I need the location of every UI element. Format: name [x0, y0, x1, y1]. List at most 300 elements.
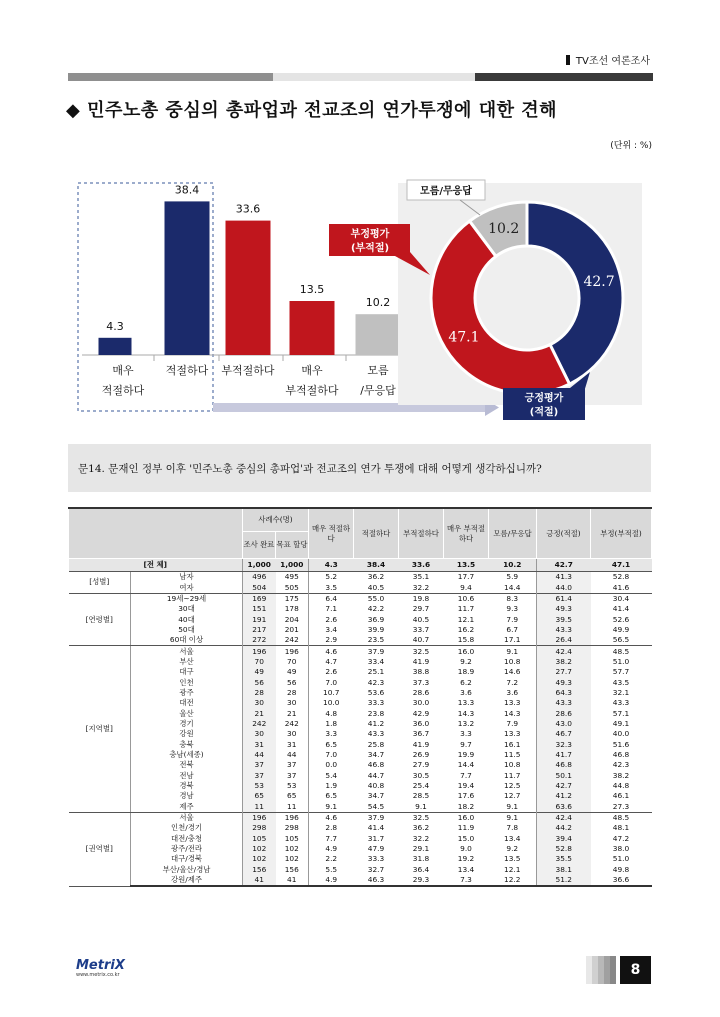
very-inappropriate-cell: 11.9 — [457, 823, 475, 833]
table-row — [69, 854, 652, 864]
completed-cell: 65 — [243, 791, 276, 801]
target-cell: 178 — [276, 604, 309, 614]
very-appropriate-cell: 2.9 — [325, 635, 338, 645]
very-appropriate-header: 매우 적절하다 — [309, 508, 354, 559]
subgroup-label-cell: 전북 — [131, 760, 243, 770]
subgroup-label-cell: 경남 — [131, 791, 243, 801]
bar-category-label: 적절하다 — [101, 384, 145, 397]
very-inappropriate-cell: 13.5 — [444, 559, 489, 572]
diamond-bullet-icon: ◆ — [66, 100, 88, 121]
inappropriate-cell: 29.1 — [412, 844, 430, 854]
positive-cell: 42.4 — [537, 646, 591, 657]
completed-cell: 196 — [243, 646, 276, 657]
very-appropriate-cell: 3.4 — [325, 624, 338, 634]
unknown-cell: 7.9 — [489, 719, 537, 729]
subgroup-label-cell: 충남(세종) — [131, 750, 243, 760]
very-appropriate-cell: 2.6 — [325, 614, 338, 624]
target-cell: 242 — [276, 719, 309, 729]
bar — [165, 201, 210, 355]
inappropriate-cell: 26.9 — [412, 750, 430, 760]
cases-header: 사례수(명) — [243, 508, 309, 532]
negative-cell: 49.8 — [612, 864, 630, 874]
target-cell: 21 — [276, 708, 309, 718]
negative-cell: 47.1 — [591, 559, 652, 572]
inappropriate-cell: 42.9 — [412, 708, 430, 718]
inappropriate-cell: 29.7 — [412, 604, 430, 614]
appropriate-cell: 40.5 — [367, 582, 385, 592]
completed-cell: 21 — [243, 708, 276, 718]
table-row — [69, 823, 652, 833]
negative-cell: 27.3 — [612, 801, 630, 811]
positive-cell: 42.7 — [537, 559, 591, 572]
negative-callout-title: 부정평가 — [350, 229, 390, 240]
very-inappropriate-header: 매우 부적절하다 — [444, 508, 489, 559]
completed-cell: 30 — [243, 698, 276, 708]
subgroup-label-cell: 강원/제주 — [131, 875, 243, 886]
very-appropriate-cell: 7.1 — [325, 604, 338, 614]
subgroup-label-cell: 남자 — [131, 572, 243, 583]
positive-cell: 49.3 — [537, 677, 591, 687]
completed-cell: 70 — [243, 657, 276, 667]
very-appropriate-cell: 7.0 — [325, 677, 338, 687]
positive-cell: 39.4 — [537, 834, 591, 844]
positive-callout-title: 긍정평가 — [524, 393, 564, 404]
footer-gradient-bars — [586, 956, 616, 984]
table-row — [69, 729, 652, 739]
unknown-cell: 14.3 — [489, 708, 537, 718]
very-appropriate-cell: 7.0 — [325, 750, 338, 760]
subgroup-label-cell: 울산 — [131, 708, 243, 718]
very-inappropriate-cell: 15.0 — [457, 833, 475, 843]
very-appropriate-cell: 10.0 — [323, 698, 340, 708]
completed-cell: 41 — [243, 875, 276, 886]
unknown-cell: 17.1 — [489, 635, 537, 646]
inappropriate-cell: 28.6 — [412, 687, 430, 697]
target-cell: 175 — [276, 593, 309, 604]
very-inappropriate-cell: 16.0 — [444, 646, 489, 657]
very-inappropriate-cell: 3.6 — [460, 687, 472, 697]
group-label-cell: [성별] — [69, 572, 131, 594]
page-title-text: 민주노총 중심의 총파업과 전교조의 연가투쟁에 대한 견해 — [87, 100, 558, 121]
target-cell: 242 — [276, 635, 309, 646]
very-appropriate-cell: 2.6 — [325, 667, 338, 677]
positive-cell: 28.6 — [537, 708, 591, 718]
target-cell: 11 — [276, 802, 309, 813]
very-inappropriate-cell: 7.3 — [444, 875, 489, 886]
inappropriate-cell: 37.3 — [412, 677, 430, 687]
unknown-cell: 13.3 — [489, 729, 537, 739]
donut-value-label: 42.7 — [583, 274, 615, 291]
table-row — [69, 582, 652, 593]
target-cell: 44 — [276, 750, 309, 760]
bar-category-label: 적절하다 — [165, 364, 209, 377]
inappropriate-cell: 33.7 — [412, 624, 430, 634]
unknown-cell: 12.5 — [489, 781, 537, 791]
unknown-cell: 14.6 — [489, 667, 537, 677]
positive-cell: 51.2 — [537, 875, 591, 886]
negative-cell: 48.5 — [591, 646, 652, 657]
target-cell: 204 — [276, 614, 309, 624]
bar-value-label: 33.6 — [235, 202, 261, 216]
inappropriate-cell: 32.2 — [412, 582, 430, 592]
completed-cell: 11 — [243, 802, 276, 813]
positive-header: 긍정(적절) — [537, 508, 591, 559]
inappropriate-cell: 41.9 — [412, 739, 430, 749]
positive-cell: 42.4 — [537, 812, 591, 823]
unknown-cell: 12.7 — [489, 791, 537, 801]
bar-value-label: 38.4 — [174, 183, 200, 197]
unknown-callout-text: 모름/무응답 — [420, 186, 472, 197]
very-inappropriate-cell: 9.4 — [460, 582, 472, 592]
subgroup-label-cell: 전남 — [131, 771, 243, 781]
appropriate-cell: 33.3 — [367, 854, 385, 864]
target-cell: 37 — [276, 771, 309, 781]
very-inappropriate-cell: 3.3 — [460, 729, 472, 739]
very-inappropriate-cell: 13.3 — [457, 698, 475, 708]
bar-category-label: 모름 — [367, 364, 389, 377]
header-label-text: TV조선 여론조사 — [575, 56, 650, 67]
appropriate-cell: 31.7 — [367, 833, 385, 843]
very-inappropriate-cell: 14.4 — [457, 760, 475, 770]
very-appropriate-cell: 1.8 — [325, 718, 338, 728]
appropriate-cell: 38.4 — [354, 559, 399, 572]
very-inappropriate-cell: 15.8 — [457, 635, 475, 645]
positive-cell: 26.4 — [537, 635, 591, 646]
completed-cell: 1,000 — [243, 559, 276, 572]
negative-cell: 51.6 — [612, 739, 630, 749]
negative-header: 부정(부적절) — [591, 508, 652, 559]
negative-cell: 52.6 — [612, 614, 630, 624]
very-inappropriate-cell: 18.2 — [457, 801, 475, 811]
bar-value-label: 13.5 — [299, 283, 325, 296]
table-row — [69, 834, 652, 844]
subgroup-label-cell: 인천/경기 — [131, 823, 243, 833]
unknown-cell: 9.1 — [489, 812, 537, 823]
completed-cell: 102 — [243, 854, 276, 864]
target-cell: 1,000 — [276, 559, 309, 572]
unknown-cell: 6.7 — [489, 625, 537, 635]
table-row — [69, 667, 652, 677]
appropriate-cell: 33.4 — [367, 656, 385, 666]
donut-value-label: 47.1 — [448, 329, 480, 346]
negative-cell: 41.4 — [612, 604, 630, 614]
very-appropriate-cell: 1.9 — [325, 781, 338, 791]
unknown-cell: 8.3 — [489, 593, 537, 604]
very-appropriate-cell: 4.6 — [309, 812, 354, 823]
subgroup-label-cell: 40대 — [131, 614, 243, 624]
negative-cell: 57.7 — [612, 667, 630, 677]
very-inappropriate-cell: 9.0 — [460, 844, 472, 854]
unknown-cell: 3.6 — [489, 688, 537, 698]
subgroup-label-cell: 대구/경북 — [131, 854, 243, 864]
positive-cell: 35.5 — [537, 854, 591, 864]
group-label-cell: [연령별] — [69, 593, 131, 646]
inappropriate-cell: 28.5 — [412, 791, 430, 801]
table-row — [69, 740, 652, 750]
unknown-cell: 5.9 — [489, 572, 537, 583]
target-cell: 156 — [276, 865, 309, 875]
positive-cell: 43.3 — [537, 698, 591, 708]
positive-cell: 41.7 — [537, 750, 591, 760]
very-appropriate-cell: 0.0 — [325, 760, 338, 770]
subgroup-label-cell: 광주 — [131, 688, 243, 698]
very-inappropriate-cell: 16.2 — [457, 624, 475, 634]
table-row — [69, 719, 652, 729]
completed-cell: 242 — [243, 719, 276, 729]
negative-cell: 48.5 — [591, 812, 652, 823]
negative-callout-sub: (부적절) — [350, 243, 390, 254]
inappropriate-cell: 36.2 — [412, 823, 430, 833]
completed-cell: 496 — [243, 572, 276, 583]
unknown-cell: 14.4 — [489, 582, 537, 593]
unknown-cell: 10.8 — [489, 657, 537, 667]
inappropriate-cell: 36.0 — [412, 718, 430, 728]
very-inappropriate-cell: 18.9 — [457, 667, 475, 677]
positive-cell: 43.0 — [537, 719, 591, 729]
very-appropriate-cell: 7.7 — [325, 833, 338, 843]
very-inappropriate-cell: 19.4 — [457, 781, 475, 791]
inappropriate-header: 부적절하다 — [399, 508, 444, 559]
table-row — [69, 657, 652, 667]
inappropriate-cell: 32.5 — [399, 812, 444, 823]
appropriate-cell: 41.4 — [367, 823, 385, 833]
unknown-cell: 10.8 — [489, 760, 537, 770]
negative-cell: 36.6 — [591, 875, 652, 886]
negative-cell: 38.2 — [612, 770, 630, 780]
group-label-cell: [권역별] — [69, 812, 131, 886]
table-row — [69, 865, 652, 875]
target-cell: 298 — [276, 823, 309, 833]
table-row — [69, 572, 652, 583]
negative-cell: 43.3 — [612, 698, 630, 708]
subgroup-label-cell: 30대 — [131, 604, 243, 614]
positive-callout-sub: (적절) — [529, 407, 559, 418]
appropriate-header: 적절하다 — [354, 508, 399, 559]
target-cell: 28 — [276, 688, 309, 698]
positive-cell: 64.3 — [537, 688, 591, 698]
completed-cell: 30 — [243, 729, 276, 739]
positive-cell: 61.4 — [537, 593, 591, 604]
negative-cell: 51.0 — [612, 854, 630, 864]
very-inappropriate-cell: 19.2 — [457, 854, 475, 864]
inappropriate-cell: 31.8 — [412, 854, 430, 864]
target-cell: 37 — [276, 760, 309, 770]
negative-cell: 42.3 — [612, 760, 630, 770]
completed-cell: 298 — [243, 823, 276, 833]
appropriate-cell: 36.2 — [354, 572, 399, 583]
bar — [290, 301, 335, 355]
inappropriate-cell: 36.7 — [412, 729, 430, 739]
appropriate-cell: 54.5 — [367, 801, 385, 811]
unknown-cell: 12.2 — [489, 875, 537, 886]
positive-cell: 46.7 — [537, 729, 591, 739]
positive-cell: 43.3 — [537, 625, 591, 635]
target-cell: 31 — [276, 740, 309, 750]
subgroup-label-cell: 부산 — [131, 657, 243, 667]
unknown-cell: 9.1 — [489, 802, 537, 813]
negative-cell: 56.5 — [612, 635, 630, 645]
subgroup-label-cell: 대구 — [131, 667, 243, 677]
completed-cell: 105 — [243, 834, 276, 844]
positive-cell: 52.8 — [537, 844, 591, 854]
appropriate-cell: 46.8 — [367, 760, 385, 770]
negative-cell: 38.0 — [612, 844, 630, 854]
appropriate-cell: 25.8 — [367, 739, 385, 749]
subgroup-label-cell: 60대 이상 — [131, 635, 243, 646]
inappropriate-cell: 25.4 — [412, 781, 430, 791]
appropriate-cell: 46.3 — [354, 875, 399, 886]
target-cell: 70 — [276, 657, 309, 667]
table-body — [69, 559, 652, 887]
bar-value-label: 4.3 — [106, 319, 124, 333]
table-total-row — [69, 559, 652, 572]
target-cell: 41 — [276, 875, 309, 886]
table-row — [69, 625, 652, 635]
inappropriate-cell: 36.4 — [412, 864, 430, 874]
target-cell: 102 — [276, 844, 309, 854]
subgroup-label-cell: 대전 — [131, 698, 243, 708]
subgroup-label-cell: 19세~29세 — [131, 593, 243, 604]
table-row — [69, 593, 652, 604]
inappropriate-cell: 40.5 — [412, 614, 430, 624]
subgroup-label-cell: 인천 — [131, 677, 243, 687]
very-appropriate-cell: 4.7 — [325, 656, 338, 666]
positive-cell: 38.2 — [537, 657, 591, 667]
very-appropriate-cell: 3.5 — [325, 582, 338, 592]
negative-cell: 48.1 — [612, 823, 630, 833]
subgroup-label-cell: 경북 — [131, 781, 243, 791]
target-cell: 49 — [276, 667, 309, 677]
very-appropriate-cell: 4.9 — [325, 844, 338, 854]
unknown-cell: 9.1 — [489, 646, 537, 657]
appropriate-cell: 34.7 — [367, 791, 385, 801]
bar-category-label: /무응답 — [360, 384, 396, 397]
appropriate-cell: 41.2 — [367, 718, 385, 728]
table-corner-header — [69, 508, 243, 559]
negative-cell: 49.1 — [612, 718, 630, 728]
completed-cell: 217 — [243, 625, 276, 635]
table-row — [69, 688, 652, 698]
negative-cell: 43.5 — [612, 677, 630, 687]
completed-cell: 191 — [243, 614, 276, 624]
negative-cell: 46.1 — [612, 791, 630, 801]
unknown-cell: 11.7 — [489, 771, 537, 781]
target-cell: 196 — [276, 812, 309, 823]
bar-category-label: 매우 — [112, 364, 134, 377]
unknown-cell: 7.2 — [489, 677, 537, 687]
inappropriate-cell: 41.9 — [412, 656, 430, 666]
very-appropriate-cell: 3.3 — [325, 729, 338, 739]
negative-cell: 57.1 — [612, 708, 630, 718]
table-row — [69, 812, 652, 823]
inappropriate-cell: 19.8 — [399, 593, 444, 604]
unit-note: (단위 : %) — [610, 141, 652, 151]
inappropriate-cell: 29.3 — [399, 875, 444, 886]
unknown-cell: 9.2 — [489, 844, 537, 854]
target-cell: 65 — [276, 791, 309, 801]
table-row — [69, 844, 652, 854]
table-row — [69, 771, 652, 781]
appropriate-cell: 23.5 — [367, 635, 385, 645]
positive-cell: 42.7 — [537, 781, 591, 791]
inappropriate-cell: 38.8 — [412, 667, 430, 677]
table-row — [69, 614, 652, 624]
table-row — [69, 760, 652, 770]
target-cell: 505 — [276, 582, 309, 593]
very-inappropriate-cell: 10.6 — [444, 593, 489, 604]
completed-cell: 53 — [243, 781, 276, 791]
table-row — [69, 781, 652, 791]
very-inappropriate-cell: 19.9 — [457, 750, 475, 760]
positive-cell: 38.1 — [537, 865, 591, 875]
negative-cell: 52.8 — [591, 572, 652, 583]
unknown-cell: 10.2 — [489, 559, 537, 572]
positive-cell: 41.3 — [537, 572, 591, 583]
very-inappropriate-cell: 7.7 — [460, 770, 472, 780]
unknown-cell: 7.9 — [489, 614, 537, 624]
negative-cell: 32.1 — [612, 687, 630, 697]
completed-cell: 169 — [243, 593, 276, 604]
negative-cell: 49.9 — [612, 624, 630, 634]
positive-cell: 44.2 — [537, 823, 591, 833]
very-appropriate-cell: 10.7 — [323, 687, 340, 697]
unknown-cell: 13.4 — [489, 834, 537, 844]
bar — [99, 338, 132, 355]
target-cell: 56 — [276, 677, 309, 687]
very-inappropriate-cell: 13.4 — [457, 864, 475, 874]
target-cell: 30 — [276, 698, 309, 708]
positive-cell: 44.0 — [537, 582, 591, 593]
inappropriate-cell: 27.9 — [412, 760, 430, 770]
chart-area — [0, 0, 720, 440]
appropriate-cell: 55.0 — [354, 593, 399, 604]
unknown-header: 모름/무응답 — [489, 508, 537, 559]
very-appropriate-cell: 5.5 — [325, 864, 338, 874]
table-row — [69, 750, 652, 760]
positive-cell: 41.2 — [537, 791, 591, 801]
target-cell: 105 — [276, 834, 309, 844]
subgroup-label-cell: 여자 — [131, 582, 243, 593]
subgroup-label-cell: 제주 — [131, 802, 243, 813]
completed-cell: 156 — [243, 865, 276, 875]
table-row — [69, 604, 652, 614]
very-appropriate-cell: 5.4 — [325, 770, 338, 780]
unknown-cell: 13.3 — [489, 698, 537, 708]
very-appropriate-cell: 9.1 — [325, 801, 338, 811]
inappropriate-cell: 32.5 — [399, 646, 444, 657]
table-row — [69, 791, 652, 801]
completed-cell: 28 — [243, 688, 276, 698]
completed-cell: 44 — [243, 750, 276, 760]
completed-cell: 102 — [243, 844, 276, 854]
inappropriate-cell: 30.0 — [412, 698, 430, 708]
very-inappropriate-cell: 9.2 — [460, 656, 472, 666]
metrix-logo: MetriX — [76, 958, 125, 973]
subgroup-label-cell: 부산/울산/경남 — [131, 865, 243, 875]
bar-category-label: 매우 — [301, 364, 323, 377]
very-appropriate-cell: 4.6 — [309, 646, 354, 657]
table-row — [69, 698, 652, 708]
unknown-cell: 13.5 — [489, 854, 537, 864]
inappropriate-cell: 30.5 — [412, 770, 430, 780]
very-inappropriate-cell: 6.2 — [460, 677, 472, 687]
target-header: 목표 할당 — [276, 532, 309, 559]
negative-cell: 47.2 — [612, 833, 630, 843]
unknown-cell: 11.5 — [489, 750, 537, 760]
page-number: 8 — [620, 956, 651, 984]
very-inappropriate-cell: 17.7 — [444, 572, 489, 583]
subgroup-label-cell: 경기 — [131, 719, 243, 729]
